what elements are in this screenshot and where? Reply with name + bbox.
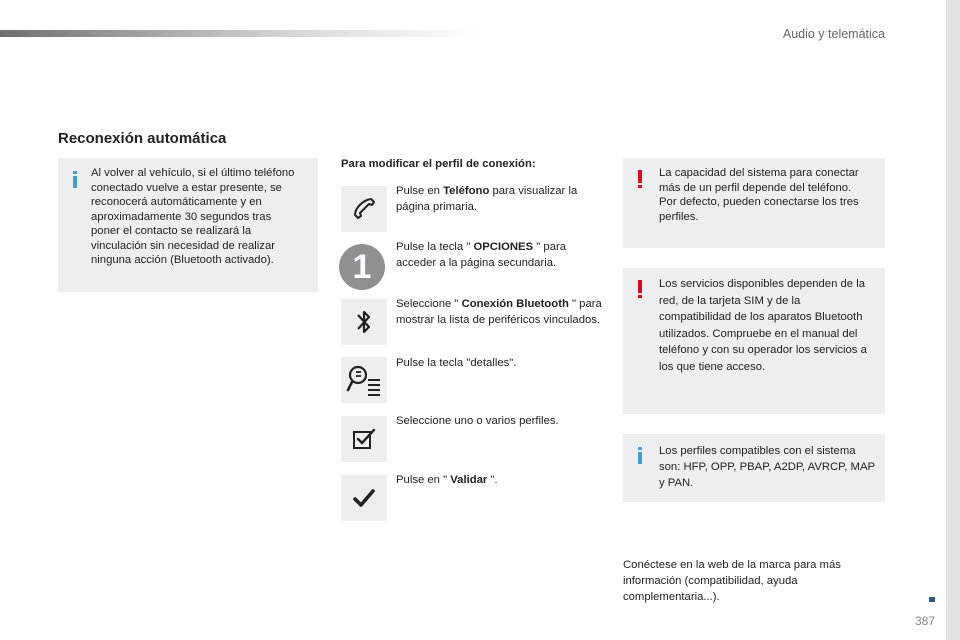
- info-box-reconnection: [58, 158, 318, 292]
- header-title: Audio y telemática: [782, 27, 885, 41]
- page-edge-strip: [946, 0, 960, 640]
- checkbox-icon: [351, 427, 377, 451]
- footer-web-note: Conéctese en la web de la marca para más información (compatibilidad, ayuda complementaria...).: [623, 559, 841, 603]
- step-4-tile: [341, 357, 387, 403]
- warning-box-text: La capacidad del sistema para conectar más de un perfil depende del teléfono. Por defecto, pueden conectarse los tres perfiles.: [659, 167, 859, 223]
- step-5-text: Seleccione uno o varios perfiles.: [396, 415, 559, 427]
- step-2-text: Pulse la tecla " OPCIONES " para acceder a la página secundaria.: [396, 241, 567, 269]
- warning-box-profiles: [623, 158, 885, 248]
- warning-icon: [638, 170, 642, 188]
- phone-handset-icon: [351, 196, 377, 222]
- info-box-text: Al volver al vehículo, si el último teléfono conectado vuelve a estar presente, se reconocerá automáticamente y en aproximadamente 30 segundos tras poner el contacto se realizará la vinculación sin necesidad de realizar ninguna acción (Bluetooth activado).: [91, 167, 295, 266]
- step-3-text: Seleccione " Conexión Bluetooth " para mostrar la lista de periféricos vinculados.: [396, 298, 602, 326]
- section-title: Reconexión automática: [58, 130, 227, 147]
- step-3-tile: [341, 299, 387, 345]
- warning-box-services: [623, 268, 885, 414]
- bluetooth-icon: [354, 307, 374, 337]
- info-icon: [638, 447, 642, 464]
- header-bar: [0, 30, 480, 37]
- page-marker: [929, 597, 935, 602]
- step-6-text: Pulse en " Validar ".: [396, 474, 498, 486]
- info-icon: [73, 171, 77, 188]
- info-box-compatible: [623, 434, 885, 502]
- step-4-text: Pulse la tecla "detalles".: [396, 357, 517, 369]
- step-badge: 1: [339, 244, 385, 290]
- search-list-icon: [346, 363, 382, 397]
- step-1-text: Pulse en Teléfono para visualizar la página primaria.: [396, 185, 578, 213]
- step-1-tile: [341, 186, 387, 232]
- warning-box-text: Los servicios disponibles dependen de la red, de la tarjeta SIM y de la compatibilidad de los aparatos Bluetooth utilizados. Compruebe en el manual del teléfono y con su operador los servicios a los que tiene acceso.: [659, 278, 867, 373]
- step-6-tile: [341, 475, 387, 521]
- checkmark-icon: [352, 487, 376, 509]
- info-box-text: Los perfiles compatibles con el sistema son: HFP, OPP, PBAP, A2DP, AVRCP, MAP y PAN.: [659, 445, 875, 489]
- page-number: 387: [914, 614, 935, 628]
- step-5-tile: [341, 416, 387, 462]
- procedure-heading: Para modificar el perfil de conexión:: [341, 158, 536, 170]
- warning-icon: [638, 280, 642, 298]
